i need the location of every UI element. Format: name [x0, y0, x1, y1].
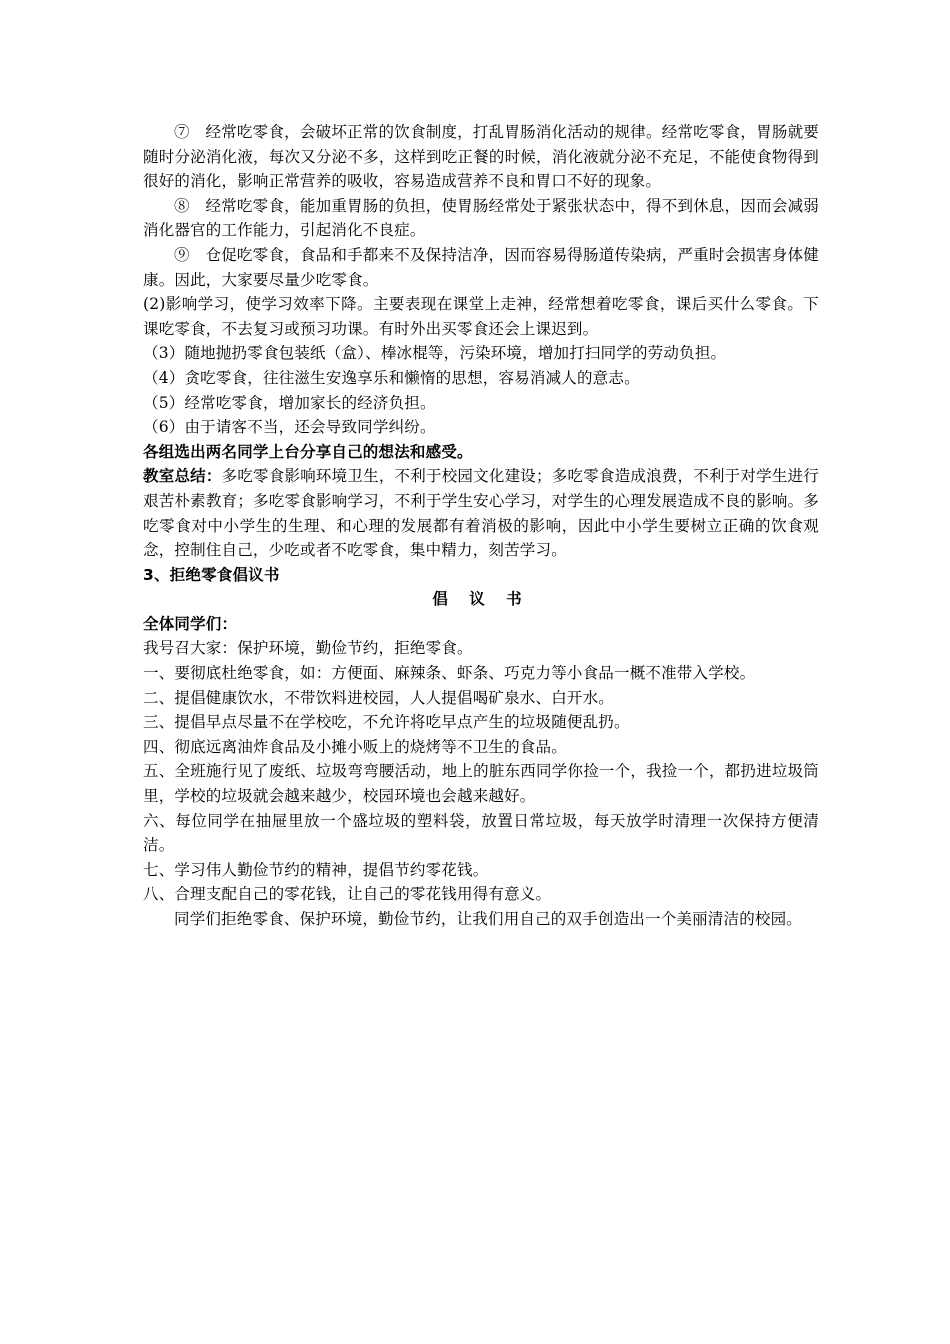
proposal-intro: 我号召大家：保护环境，勤俭节约，拒绝零食。: [143, 639, 473, 658]
effect-point-2: (2)影响学习，使学习效率下降。主要表现在课堂上走神，经常想着吃零食，课后买什么零食。下课吃零食，不去复习或预习功课。有时外出买零食还会上课迟到。: [143, 295, 819, 338]
proposal-item: 三、提倡早点尽量不在学校吃，不允许将吃早点产生的垃圾随便乱扔。: [143, 713, 630, 732]
summary-label: 教室总结：: [143, 467, 222, 486]
effect-item-7: ⑦ 经常吃零食，会破坏正常的饮食制度，打乱胃肠消化活动的规律。经常吃零食，胃肠就要随时分泌消化液，每次又分泌不多，这样到吃正餐的时候，消化液就分泌不充足，不能使食物得到很好的消化，影响正常营养的吸收，容易造成营养不良和胃口不好的现象。: [143, 123, 819, 191]
proposal-closing: 同学们拒绝零食、保护环境，勤俭节约，让我们用自己的双手创造出一个美丽清洁的校园。: [174, 910, 803, 928]
effect-point-4: （4）贪吃零食，往往滋生安逸享乐和懒惰的思想，容易消减人的意志。: [143, 368, 640, 387]
classroom-summary: [143, 464, 819, 562]
effect-point-5: （5）经常吃零食，增加家长的经济负担。: [143, 393, 436, 412]
document-page: [143, 120, 819, 932]
proposal-item: 八、合理支配自己的零花钱，让自己的零花钱用得有意义。: [143, 885, 552, 904]
group-share-instruction: 各组选出两名同学上台分享自己的想法和感受。: [143, 442, 473, 461]
proposal-item: 四、彻底远离油炸食品及小摊小贩上的烧烤等不卫生的食品。: [143, 737, 567, 756]
proposal-item: 一、要彻底杜绝零食，如：方便面、麻辣条、虾条、巧克力等小食品一概不准带入学校。: [143, 664, 756, 683]
proposal-item: 七、学习伟人勤俭节约的精神，提倡节约零花钱。: [143, 860, 489, 879]
summary-text: 多吃零食影响环境卫生，不利于校园文化建设；多吃零食造成浪费，不利于对学生进行艰苦朴素教育；多吃零食影响学习，不利于学生安心学习，对学生的心理发展造成不良的影响。多吃零食对中小学生的生理、和心理的发展都有着消极的影响，因此中小学生要树立正确的饮食观念，控制住自己，少吃或者不吃零食，集中精力，刻苦学习。: [143, 467, 819, 560]
effect-point-3: （3）随地抛扔零食包装纸（盒）、棒冰棍等，污染环境，增加打扫同学的劳动负担。: [143, 344, 727, 363]
proposal-salutation: 全体同学们：: [143, 614, 238, 633]
effect-point-6: （6）由于请客不当，还会导致同学纠纷。: [143, 418, 436, 437]
effect-item-9: ⑨ 仓促吃零食，食品和手都来不及保持洁净，因而容易得肠道传染病，严重时会损害身体健康。因此，大家要尽量少吃零食。: [143, 245, 819, 289]
proposal-item: 二、提倡健康饮水，不带饮料进校园，人人提倡喝矿泉水、白开水。: [143, 688, 615, 707]
section-3-heading: 3、拒绝零食倡议书: [143, 565, 280, 584]
effect-item-8: ⑧ 经常吃零食，能加重胃肠的负担，使胃肠经常处于紧张状态中，得不到休息，因而会减弱消化器官的工作能力，引起消化不良症。: [143, 196, 819, 240]
proposal-item: 五、全班施行见了废纸、垃圾弯弯腰活动，地上的脏东西同学你捡一个，我捡一个，都扔进垃圾筒里，学校的垃圾就会越来越少，校园环境也会越来越好。: [143, 762, 819, 806]
proposal-title: 倡 议 书: [432, 590, 530, 609]
proposal-item: 六、每位同学在抽屉里放一个盛垃圾的塑料袋，放置日常垃圾，每天放学时清理一次保持方便清洁。: [143, 811, 819, 855]
